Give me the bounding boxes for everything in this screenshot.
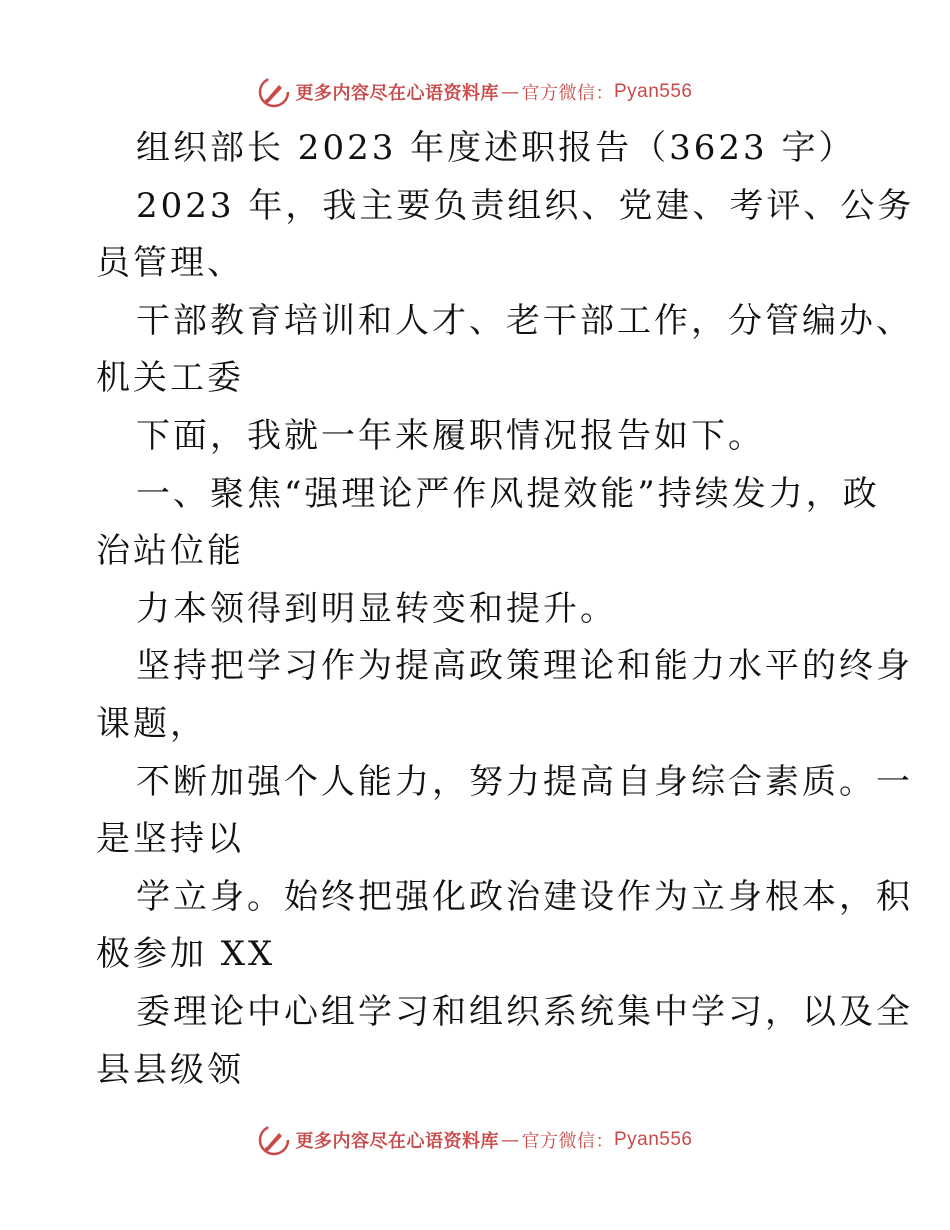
document-line: 县县级领 [96,1049,244,1090]
document-line: 一、聚焦“强理论严作风提效能”持续发力，政 [136,473,880,514]
document-line: 学立身。始终把强化政治建设作为立身根本，积 [136,876,913,917]
document-line: 2023 年，我主要负责组织、党建、考评、公务 [136,185,915,226]
watermark-site-text: 更多内容尽在心语资料库 [295,1131,499,1152]
watermark-dash: — [500,1129,520,1151]
document-line: 课题， [96,703,207,744]
document-body [96,120,915,1099]
header-watermark [0,72,950,112]
document-line: 治站位能 [96,531,244,572]
document-line: 是坚持以 [96,819,244,860]
document-line: 员管理、 [96,243,244,284]
footer-watermark [0,1120,950,1160]
watermark-wechat-id: Pyan556 [613,1129,693,1150]
document-line: 机关工委 [96,358,244,399]
document-line: 极参加 XX [96,934,276,975]
pen-quill-logo-icon [257,75,291,109]
document-line: 组织部长 2023 年度述职报告（3623 字） [136,128,856,168]
document-line: 下面，我就一年来履职情况报告如下。 [136,415,765,456]
document-line: 坚持把学习作为提高政策理论和能力水平的终身 [136,646,913,687]
watermark-wechat-label: 官方微信： [521,83,614,104]
watermark-wechat-label: 官方微信： [521,1131,614,1152]
document-line: 干部教育培训和人才、老干部工作，分管编办、 [136,300,913,341]
watermark-site-text: 更多内容尽在心语资料库 [295,83,499,104]
document-line: 力本领得到明显转变和提升。 [136,588,617,629]
pen-quill-logo-icon [257,1123,291,1157]
watermark-dash: — [500,81,520,103]
watermark-wechat-id: Pyan556 [613,81,693,102]
document-line: 委理论中心组学习和组织系统集中学习，以及全 [136,991,913,1032]
document-line: 不断加强个人能力，努力提高自身综合素质。一 [136,761,913,802]
